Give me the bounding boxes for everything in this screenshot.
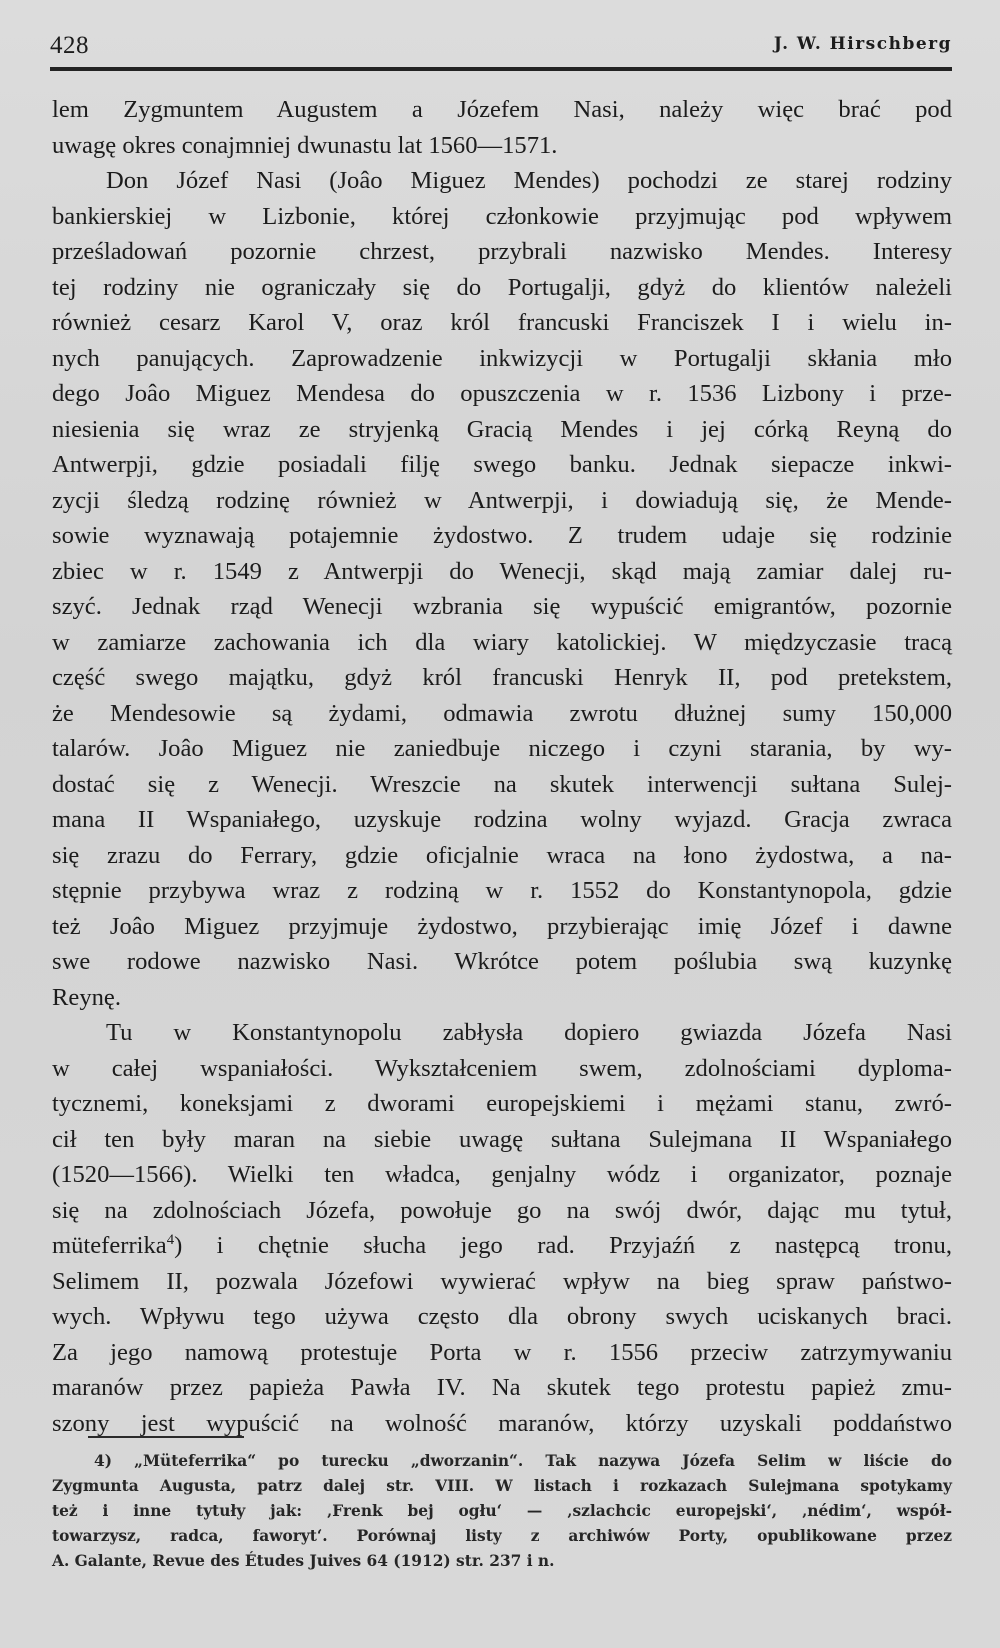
text-line: zbiec w r. 1549 z Antwerpji do Wenecji, skąd mają zamiar dalej ru- — [52, 557, 952, 585]
text-line: Selimem II, pozwala Józefowi wywierać wpływ na bieg spraw państwo- — [52, 1267, 952, 1295]
footnote-rule — [88, 1436, 244, 1438]
footnote-marker[interactable]: 4 — [166, 1231, 175, 1248]
text-line: część swego majątku, gdyż król francuski Henryk II, pod pretekstem, — [52, 664, 952, 691]
text-line: sowie wyznawają potajemnie żydostwo. Z trudem udaje się rodzinie — [52, 522, 952, 549]
text-line: bankierskiej w Lizbonie, której członkowie przyjmując pod wpływem — [52, 202, 952, 230]
footnote-line: towarzysz, radca, faworyt‘. Porównaj listy z archiwów Porty, opublikowane przez — [52, 1527, 952, 1545]
text-line: cił ten były maran na siebie uwagę sułtana Sulejmana II Wspaniałego — [52, 1125, 952, 1153]
text-line: szyć. Jednak rząd Wenecji wzbrania się wypuścić emigrantów, pozornie — [52, 593, 952, 620]
text-line: tej rodziny nie ograniczały się do Portugalji, gdyż do klientów należeli — [52, 273, 952, 301]
text-line-with-footnote-ref — [52, 1228, 952, 1264]
text-line: wych. Wpływu tego używa często dla obrony swych uciskanych braci. — [52, 1303, 952, 1330]
text-line: również cesarz Karol V, oraz król francuski Franciszek I i wielu in- — [52, 309, 952, 336]
text-line: też Joâo Miguez przyjmuje żydostwo, przybierając imię Józef i dawne — [52, 912, 952, 940]
text-line: Tu w Konstantynopolu zabłysła dopiero gwiazda Józefa Nasi — [106, 1019, 952, 1046]
text-line: że Mendesowie są żydami, odmawia zwrotu dłużnej sumy 150,000 — [52, 699, 952, 727]
text-line: lem Zygmuntem Augustem a Józefem Nasi, należy więc brać pod — [52, 96, 952, 123]
text-line: (1520—1566). Wielki ten władca, genjalny wódz i organizator, poznaje — [52, 1161, 952, 1188]
text-line: swe rodowe nazwisko Nasi. Wkrótce potem poślubia swą kuzynkę — [52, 948, 952, 975]
body-text — [52, 92, 952, 1441]
text-line: w całej wspaniałości. Wykształceniem swem, zdolnościami dyploma- — [52, 1054, 952, 1082]
header-rule — [50, 67, 952, 71]
text-line: się na zdolnościach Józefa, powołuje go na swój dwór, dając mu tytuł, — [52, 1196, 952, 1224]
text-line: mana II Wspaniałego, uzyskuje rodzina wolny wyjazd. Gracja zwraca — [52, 806, 952, 833]
footnote-term: müteferrika — [52, 1232, 167, 1259]
text-line: w zamiarze zachowania ich dla wiary katolickiej. W międzyczasie tracą — [52, 628, 952, 656]
text-line: niesienia się wraz ze stryjenką Gracią Mendes i jej córką Reyną do — [52, 415, 952, 443]
text-line: Reynę. — [52, 983, 121, 1011]
text-line: się zrazu do Ferrary, gdzie oficjalnie wraca na łono żydostwa, a na- — [52, 841, 952, 869]
footnote-line: Zygmunta Augusta, patrz dalej str. VIII. W listach i rozkazach Sulejmana spotykamy — [52, 1477, 952, 1495]
page-number: 428 — [50, 32, 89, 59]
text-line: Antwerpji, gdzie posiadali filję swego banku. Jednak siepacze inkwi- — [52, 451, 952, 478]
footnote-ref-continuation: ) i chętnie słucha jego rad. Przyjaźń z następcą tronu, — [174, 1232, 952, 1259]
text-line: prześladowań pozornie chrzest, przybrali nazwisko Mendes. Interesy — [52, 238, 952, 265]
text-line: Don Józef Nasi (Joâo Miguez Mendes) pochodzi ze starej rodziny — [106, 167, 952, 194]
text-line: szony jest wypuścić na wolność maranów, którzy uzyskali poddaństwo — [52, 1409, 952, 1437]
running-head — [50, 26, 952, 62]
text-line: zycji śledzą rodzinę również w Antwerpji, i dowiadują się, że Mende- — [52, 486, 952, 514]
text-line: dego Joâo Miguez Mendesa do opuszczenia w r. 1536 Lizbony i prze- — [52, 380, 952, 407]
footnote-line: A. Galante, Revue des Études Juives 64 (1912) str. 237 i n. — [52, 1552, 555, 1570]
header-author: J. W. Hirschberg — [773, 34, 952, 54]
text-line: maranów przez papieża Pawła IV. Na skutek tego protestu papież zmu- — [52, 1374, 952, 1401]
footnote-line: też i inne tytuły jak: ‚Frenk bej ogłu‘ — ‚szlachcic europejski‘, ‚nédim‘, współ- — [52, 1502, 952, 1520]
text-line: stępnie przybywa wraz z rodziną w r. 1552 do Konstantynopola, gdzie — [52, 877, 952, 904]
text-line: talarów. Joâo Miguez nie zaniedbuje niczego i czyni starania, by wy- — [52, 735, 952, 762]
text-line: nych panujących. Zaprowadzenie inkwizycji w Portugalji skłania mło — [52, 344, 952, 372]
text-line: Za jego namową protestuje Porta w r. 1556 przeciw zatrzymywaniu — [52, 1338, 952, 1366]
footnote-line: 4) „Müteferrika“ po turecku „dworzanin“. Tak nazywa Józefa Selim w liście do — [94, 1452, 952, 1470]
text-line: tycznemi, koneksjami z dworami europejskiemi i mężami stanu, zwró- — [52, 1090, 952, 1117]
footnotes — [52, 1449, 952, 1574]
text-line: dostać się z Wenecji. Wreszcie na skutek interwencji sułtana Sulej- — [52, 770, 952, 798]
text-line: uwagę okres conajmniej dwunastu lat 1560—1571. — [52, 131, 558, 159]
